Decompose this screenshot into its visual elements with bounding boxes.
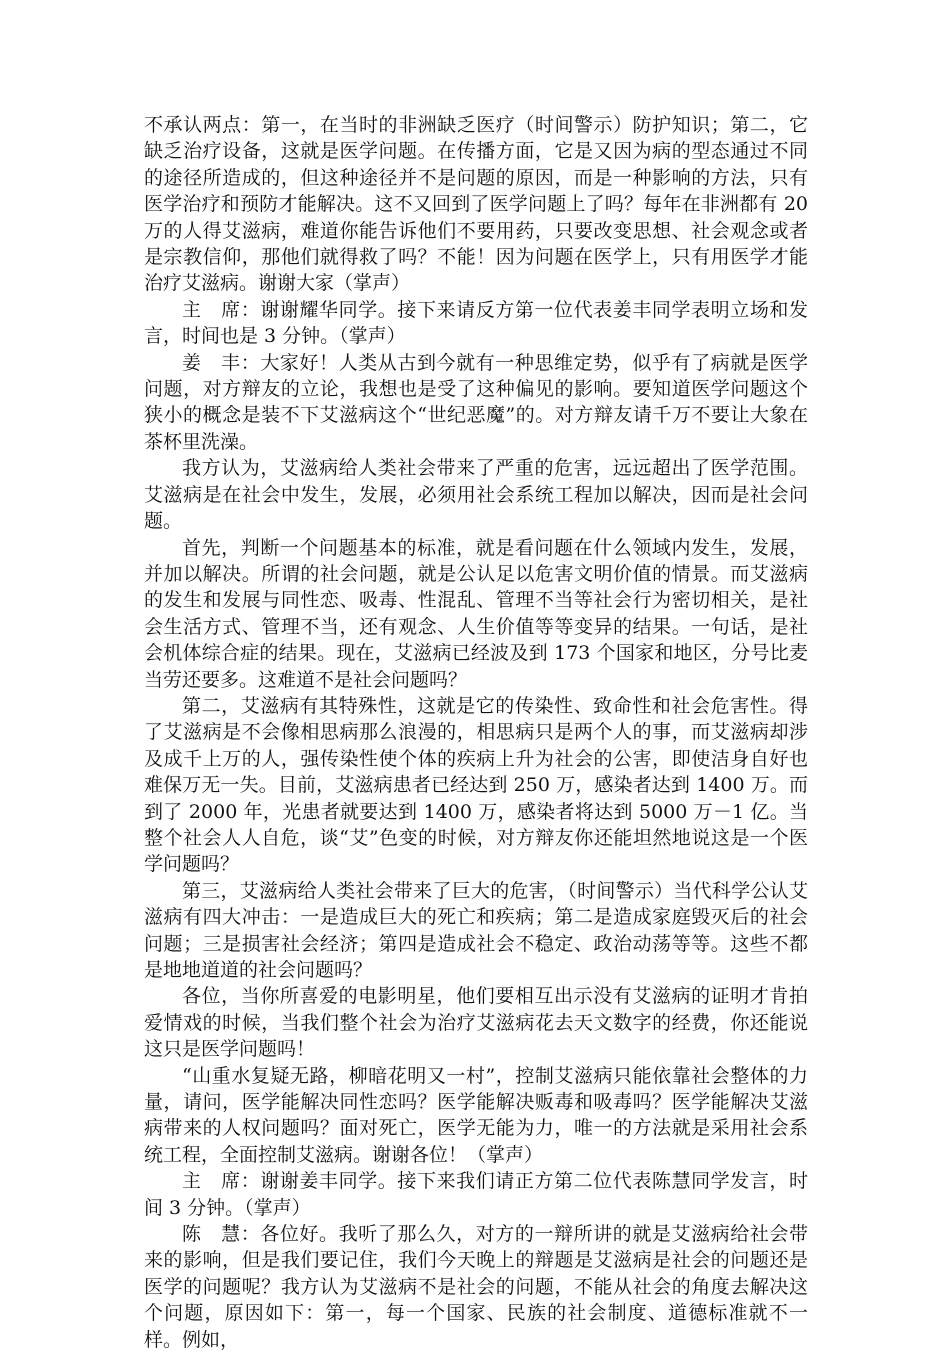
- paragraph: “山重水复疑无路，柳暗花明又一村”，控制艾滋病只能依靠社会整体的力量，请问，医学能解决同性恋吗？医学能解决贩毒和吸毒吗？医学能解决艾滋病带来的人权问题吗？面对死亡，医学无能为力，唯一的方法就是采用社会系统工程，全面控制艾滋病。谢谢各位！（掌声）: [144, 1064, 808, 1166]
- paragraph: 陈 慧：各位好。我听了那么久，对方的一辩所讲的就是艾滋病给社会带来的影响，但是我们要记住，我们今天晚上的辩题是艾滋病是社会的问题还是医学的问题呢？我方认为艾滋病不是社会的问题，不能从社会的角度去解决这个问题，原因如下：第一，每一个国家、民族的社会制度、道德标准就不一样。例如，: [144, 1223, 808, 1351]
- document-page: [144, 112, 808, 1353]
- paragraph: 我方认为，艾滋病给人类社会带来了严重的危害，远远超出了医学范围。艾滋病是在社会中发生，发展，必须用社会系统工程加以解决，因而是社会问题。: [144, 457, 808, 533]
- paragraph: 首先，判断一个问题基本的标准，就是看问题在什么领域内发生，发展，并加以解决。所谓的社会问题，就是公认足以危害文明价值的情景。而艾滋病的发生和发展与同性恋、吸毒、性混乱、管理不当等社会行为密切相关，是社会生活方式、管理不当，还有观念、人生价值等等变异的结果。一句话，是社会机体综合症的结果。现在，艾滋病已经波及到 173 个国家和地区，分号比麦当劳还要多。这难道不是社会问题吗？: [144, 536, 808, 691]
- paragraph: 主 席：谢谢姜丰同学。接下来我们请正方第二位代表陈慧同学发言，时间 3 分钟。（掌声）: [144, 1170, 808, 1219]
- paragraph: 不承认两点：第一，在当时的非洲缺乏医疗（时间警示）防护知识；第二，它缺乏治疗设备，这就是医学问题。在传播方面，它是又因为病的型态通过不同的途径所造成的，但这种途径并不是问题的原因，而是一种影响的方法，只有医学治疗和预防才能解决。这不又回到了医学问题上了吗？每年在非洲都有 20 万的人得艾滋病，难道你能告诉他们不要用药，只要改变思想、社会观念或者是宗教信仰，那他们就得救了吗？不能！因为问题在医学上，只有用医学才能治疗艾滋病。谢谢大家（掌声）: [144, 114, 808, 295]
- paragraph: 第二，艾滋病有其特殊性，这就是它的传染性、致命性和社会危害性。得了艾滋病是不会像相思病那么浪漫的，相思病只是两个人的事，而艾滋病却涉及成千上万的人，强传染性使个体的疾病上升为社会的公害，即使洁身自好也难保万无一失。目前，艾滋病患者已经达到 250 万，感染者达到 1400 万。而到了 2000 年，光患者就要达到 1400 万，感染者将达到 5000 万－1 亿。当整个社会人人自危，谈“艾”色变的时候，对方辩友你还能坦然地说这是一个医学问题吗？: [144, 694, 808, 876]
- paragraph: 姜 丰：大家好！人类从古到今就有一种思维定势，似乎有了病就是医学问题，对方辩友的立论，我想也是受了这种偏见的影响。要知道医学问题这个狭小的概念是装不下艾滋病这个“世纪恶魔”的。对方辩友请千万不要让大象在茶杯里洗澡。: [144, 351, 808, 453]
- paragraph: 第三，艾滋病给人类社会带来了巨大的危害，（时间警示）当代科学公认艾滋病有四大冲击：一是造成巨大的死亡和疾病；第二是造成家庭毁灭后的社会问题；三是损害社会经济；第四是造成社会不稳定、政治动荡等等。这些不都是地地道道的社会问题吗？: [144, 879, 808, 981]
- paragraph: 主 席：谢谢耀华同学。接下来请反方第一位代表姜丰同学表明立场和发言，时间也是 3 分钟。（掌声）: [144, 298, 808, 348]
- paragraph: 各位，当你所喜爱的电影明星，他们要相互出示没有艾滋病的证明才肯拍爱情戏的时候，当我们整个社会为治疗艾滋病花去天文数字的经费，你还能说这只是医学问题吗！: [144, 985, 808, 1061]
